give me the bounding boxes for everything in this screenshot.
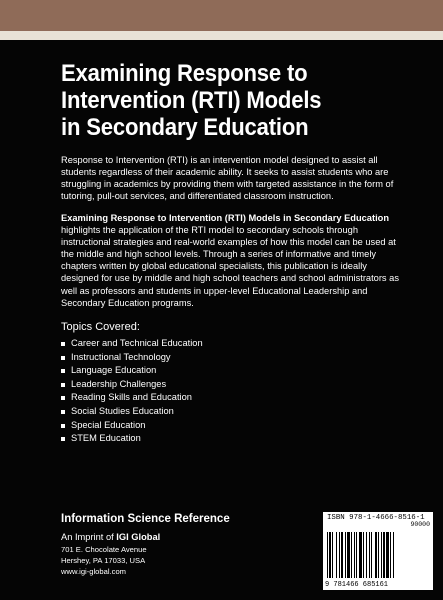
barcode-digits: 9 781466 685161 <box>325 581 389 589</box>
bullet-icon <box>61 369 65 373</box>
description-body: highlights the application of the RTI model to secondary schools through instructional strategies and real-world examples of how this model can be used at the middle and high school levels. Through a series of informative and timely chapters written by global educational specialists, this publication is ideally designed for use by middle and high school teachers and school administrators as well as professors and students in upper-level Educational Leadership and Secondary Education programs. <box>61 225 399 308</box>
address-street: 701 E. Chocolate Avenue <box>61 545 147 554</box>
title-line-3: in Secondary Education <box>61 114 309 141</box>
topic-label: Leadership Challenges <box>71 378 167 389</box>
topic-item <box>61 419 203 433</box>
title-line-2: Intervention (RTI) Models <box>61 87 322 114</box>
publisher-name: Information Science Reference <box>61 513 230 525</box>
address-city: Hershey, PA 17033, USA <box>61 556 146 565</box>
book-title <box>61 60 401 141</box>
topic-label: STEM Education <box>71 433 141 444</box>
barcode-icon <box>327 532 429 578</box>
topic-item <box>61 364 203 378</box>
topics-heading: Topics Covered: <box>61 321 140 333</box>
isbn-label: ISBN 978-1-4666-8516-1 <box>327 514 425 522</box>
bullet-icon <box>61 437 65 441</box>
cover-cream-band <box>0 31 443 40</box>
intro-paragraph: Response to Intervention (RTI) is an intervention model designed to assist all students regardless of their academic ability. It seeks to assist students who are struggling in academics by providing them with targeted assistance in the form of tutoring, pull-out services, and differentiated classroom instruction. <box>61 155 394 202</box>
topic-label: Social Studies Education <box>71 405 174 416</box>
bullet-icon <box>61 410 65 414</box>
imprint-line <box>61 532 160 542</box>
topics-list <box>61 337 203 446</box>
topic-item <box>61 391 203 405</box>
topic-label: Instructional Technology <box>71 351 171 362</box>
topic-label: Special Education <box>71 419 146 430</box>
imprint-prefix: An Imprint of <box>61 532 117 542</box>
topic-label: Career and Technical Education <box>71 338 203 348</box>
topic-item <box>61 405 203 419</box>
bullet-icon <box>61 356 65 360</box>
bullet-icon <box>61 342 65 346</box>
imprint-name: IGI Global <box>116 532 161 542</box>
topic-item <box>61 432 203 446</box>
topic-label: Reading Skills and Education <box>71 392 192 403</box>
bullet-icon <box>61 383 65 387</box>
price-code: 90000 <box>410 521 430 528</box>
description-paragraph <box>61 212 401 309</box>
description-title: Examining Response to Intervention (RTI) Models in Secondary Education <box>61 213 390 223</box>
topic-item <box>61 351 203 365</box>
bullet-icon <box>61 424 65 428</box>
title-line-1: Examining Response to <box>61 60 308 87</box>
cover-top-band <box>0 0 443 31</box>
address-website: www.igi-global.com <box>61 567 126 576</box>
topic-item <box>61 378 203 392</box>
topic-item <box>61 337 203 351</box>
bullet-icon <box>61 396 65 400</box>
topic-label: Language Education <box>71 365 157 376</box>
barcode-box <box>323 512 433 590</box>
